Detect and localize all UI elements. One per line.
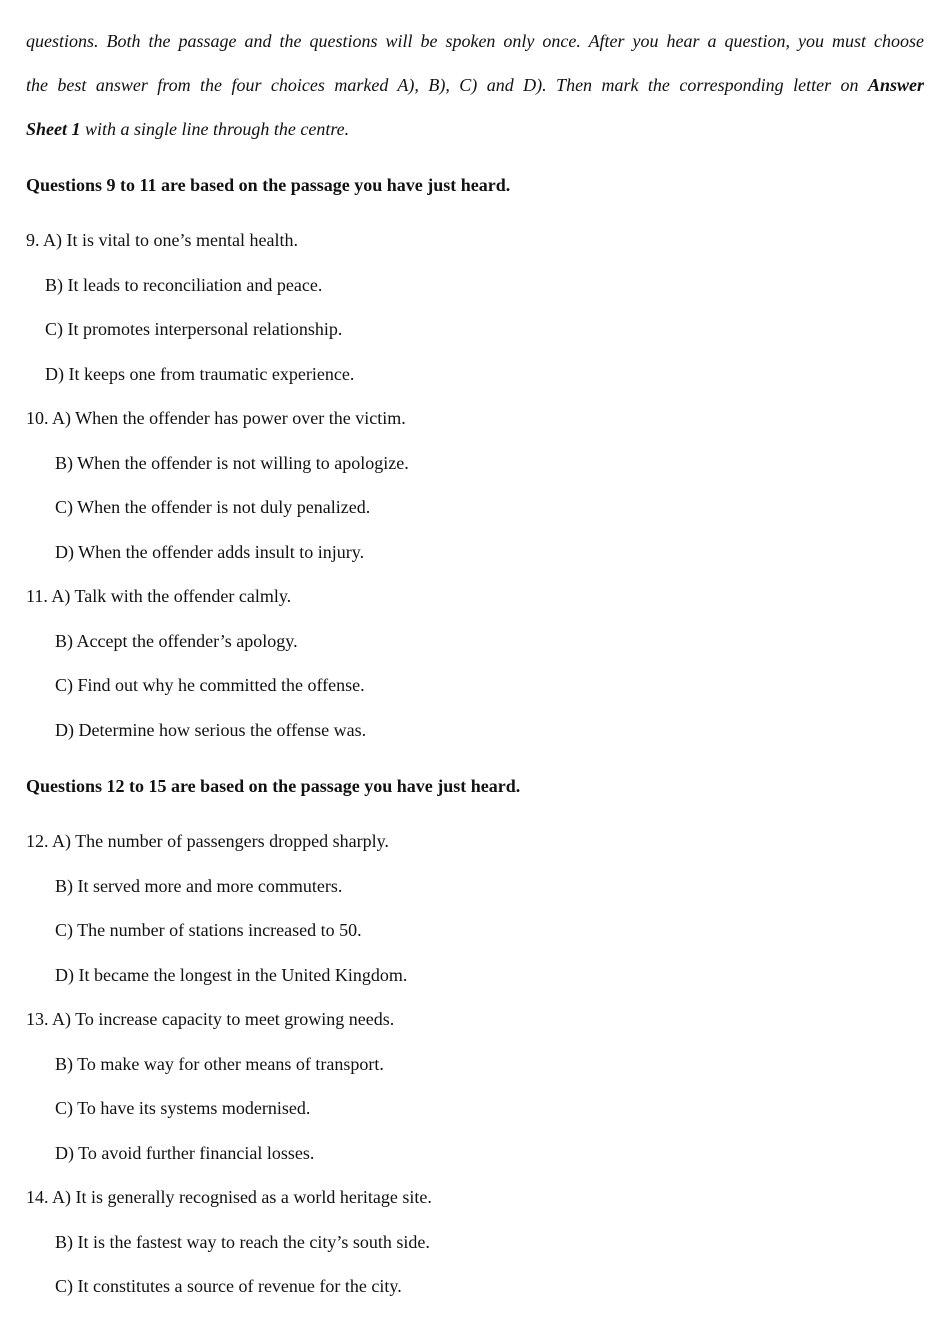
instructions-text: with a single line through the centre. — [80, 119, 350, 139]
option-11d: D) Determine how serious the offense was. — [55, 720, 367, 740]
option-11c: C) Find out why he committed the offense. — [55, 675, 365, 695]
option-12c: C) The number of stations increased to 50. — [55, 920, 362, 940]
section-heading: Questions 9 to 11 are based on the passage you have just heard. — [26, 175, 511, 195]
option-13b: B) To make way for other means of transport. — [55, 1054, 384, 1074]
option-12d: D) It became the longest in the United Kingdom. — [55, 965, 408, 985]
question-11: 11. A) Talk with the offender calmly. — [26, 586, 292, 606]
section-heading: Questions 12 to 15 are based on the passage you have just heard. — [26, 776, 521, 796]
question-12: 12. A) The number of passengers dropped sharply. — [26, 831, 389, 851]
instructions-line-1: questions. Both the passage and the questions will be spoken only once. After you hear a question, you must choose — [26, 31, 924, 51]
option-10b: B) When the offender is not willing to apologize. — [55, 453, 409, 473]
answer-sheet-label: Sheet 1 — [26, 119, 81, 139]
question-10: 10. A) When the offender has power over the victim. — [26, 408, 406, 428]
option-14b: B) It is the fastest way to reach the city’s south side. — [55, 1232, 430, 1252]
option-9c: C) It promotes interpersonal relationship. — [45, 319, 343, 339]
instructions-line-3 — [26, 118, 924, 140]
option-9b: B) It leads to reconciliation and peace. — [45, 275, 323, 295]
option-11b: B) Accept the offender’s apology. — [55, 631, 298, 651]
instructions-line-2 — [26, 74, 924, 96]
question-9: 9. A) It is vital to one’s mental health. — [26, 230, 298, 250]
option-10d: D) When the offender adds insult to injury. — [55, 542, 365, 562]
option-12b: B) It served more and more commuters. — [55, 876, 343, 896]
option-13d: D) To avoid further financial losses. — [55, 1143, 315, 1163]
question-13: 13. A) To increase capacity to meet growing needs. — [26, 1009, 395, 1029]
option-13c: C) To have its systems modernised. — [55, 1098, 311, 1118]
instructions-text: the best answer from the four choices marked A), B), C) and D). Then mark the corresponding letter on — [26, 75, 868, 95]
answer-sheet-label: Answer — [867, 75, 924, 95]
question-14: 14. A) It is generally recognised as a world heritage site. — [26, 1187, 432, 1207]
option-9d: D) It keeps one from traumatic experience. — [45, 364, 355, 384]
option-10c: C) When the offender is not duly penalized. — [55, 497, 371, 517]
option-14c: C) It constitutes a source of revenue for the city. — [55, 1276, 402, 1296]
